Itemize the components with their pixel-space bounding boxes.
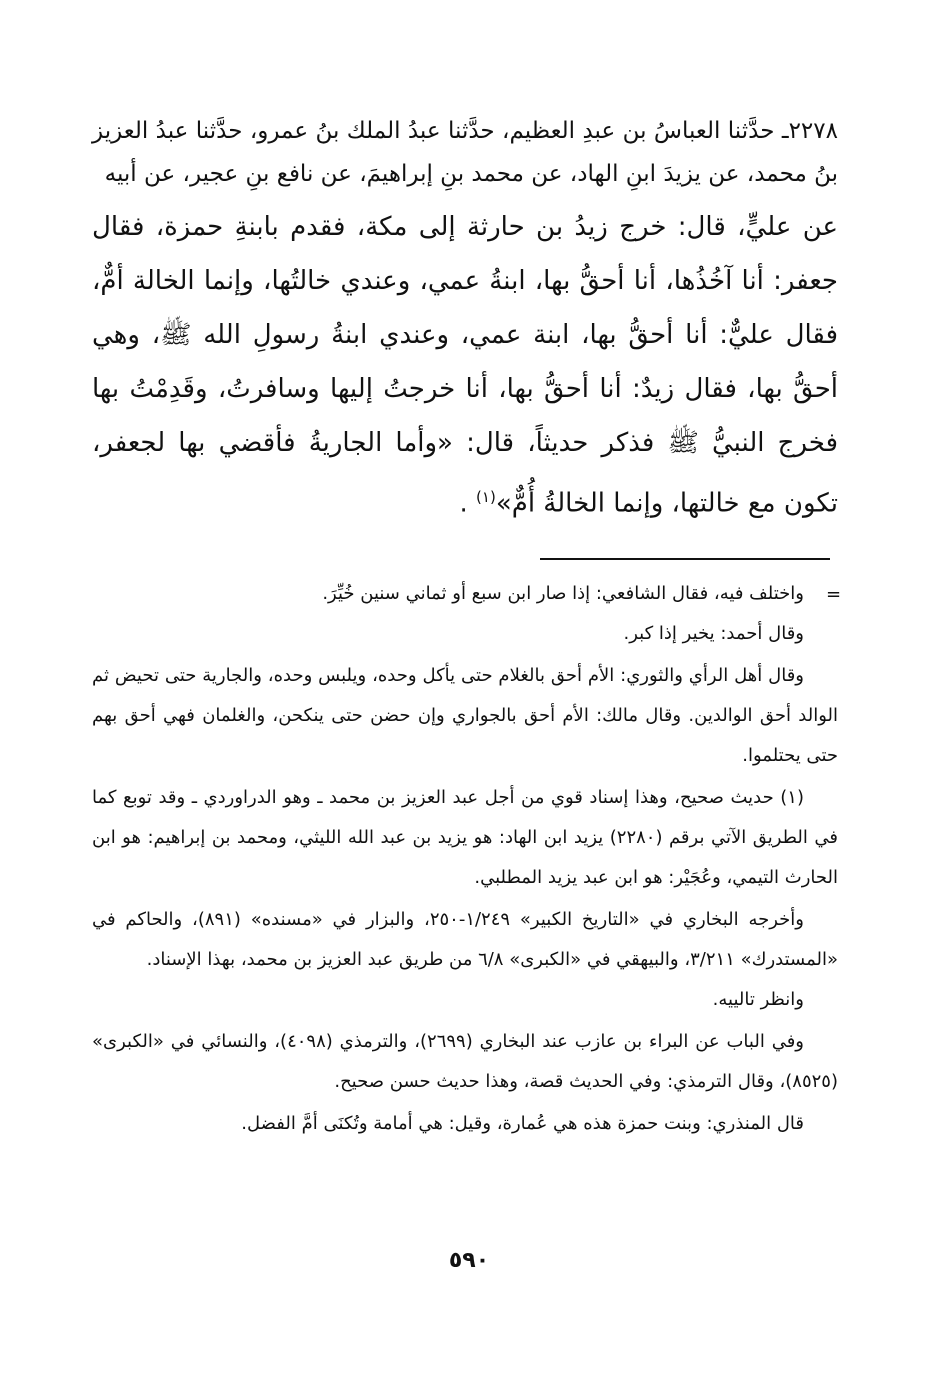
footnote-continuation-mark: = — [826, 584, 842, 605]
footnote-line-ahl-al-ray: وقال أهل الرأي والثوري: الأم أحق بالغلام حتى يأكل وحده، ويلبس وحده، والجارية حتى تحيض ثم الوالد أحق الوالدين. وقال مالك: الأم أحق بالجواري وإن حضن حتى ينكحن، والغلمان فهي أحق بهم حتى يحتلموا. — [92, 665, 838, 766]
footnote-1-grading: (١) حديث صحيح، وهذا إسناد قوي من أجل عبد العزيز بن محمد ـ وهو الدراوردي ـ وقد توبع كما في الطريق الآتي برقم (٢٢٨٠) يزيد ابن الهاد: هو يزيد بن عبد الله الليثي، ومحمد بن إبراهيم: هو ابن الحارث التيمي، وعُجَيْر: هو ابن عبد يزيد المطلبي. — [92, 787, 838, 888]
footnote-reference: (١) — [476, 488, 496, 506]
hadith-isnad: ٢٢٧٨ـ حدَّثنا العباسُ بن عبدِ العظيم، حدَّثنا عبدُ الملك بنُ عمرو، حدَّثنا عبدُ العزيز بنُ محمد، عن يزيدَ ابنِ الهاد، عن محمد بنِ إبراهيمَ، عن نافع بنِ عجير، عن أبيه — [92, 118, 838, 187]
hadith-end-mark: . — [459, 488, 468, 519]
hadith-matn: عن عليٍّ، قال: خرج زيدُ بن حارثة إلى مكة، فقدم بابنةِ حمزة، فقال جعفر: أنا آخُذُها، أنا أحقُّ بها، ابنةُ عمي، وعندي خالتُها، وإنما الخالة أمٌّ، فقال عليٌّ: أنا أحقُّ بها، ابنة عمي، وعندي ابنةُ رسولِ الله ﷺ، وهي أحقُّ بها، فقال زيدٌ: أنا أحقُّ بها، أنا خرجتُ إليها وسافرتُ، وقَدِمْتُ بها فخرج النبيُّ ﷺ فذكر حديثاً، قال: «وأما الجاريةُ فأقضي بها لجعفر، تكون مع خالتها، وإنما الخالةُ أُمٌّ» — [92, 212, 838, 519]
footnote-1-mundhiri: قال المنذري: وبنت حمزة هذه هي عُمارة، وقيل: هي أمامة وتُكنَى أمَّ الفضل. — [241, 1113, 804, 1134]
page-number: ٥٩٠ — [448, 1248, 490, 1273]
footnote-line-shafii: واختلف فيه، فقال الشافعي: إذا صار ابن سبع أو ثماني سنين خُيِّرَ. — [322, 583, 804, 604]
footnote-1-bab: وفي الباب عن البراء بن عازب عند البخاري (٢٦٩٩)، والترمذي (٤٠٩٨)، والنسائي في «الكبرى» (٨٥٢٥)، وقال الترمذي: وفي الحديث قصة، وهذا حديث حسن صحيح. — [92, 1031, 838, 1092]
footnote-1-takhrij: وأخرجه البخاري في «التاريخ الكبير» ١/٢٤٩-٢٥٠، والبزار في «مسنده» (٨٩١)، والحاكم في «المستدرك» ٣/٢١١، والبيهقي في «الكبرى» ٦/٨ من طريق عبد العزيز بن محمد، بهذا الإسناد. — [92, 909, 838, 970]
hadith-text — [92, 110, 838, 531]
footnote-line-ahmad: وقال أحمد: يخير إذا كبر. — [623, 623, 804, 644]
footnote-separator — [540, 558, 830, 560]
footnote-1-see-next: وانظر تالييه. — [712, 989, 804, 1010]
hadith-matn-paragraph — [92, 200, 838, 531]
footnotes — [92, 574, 838, 1144]
